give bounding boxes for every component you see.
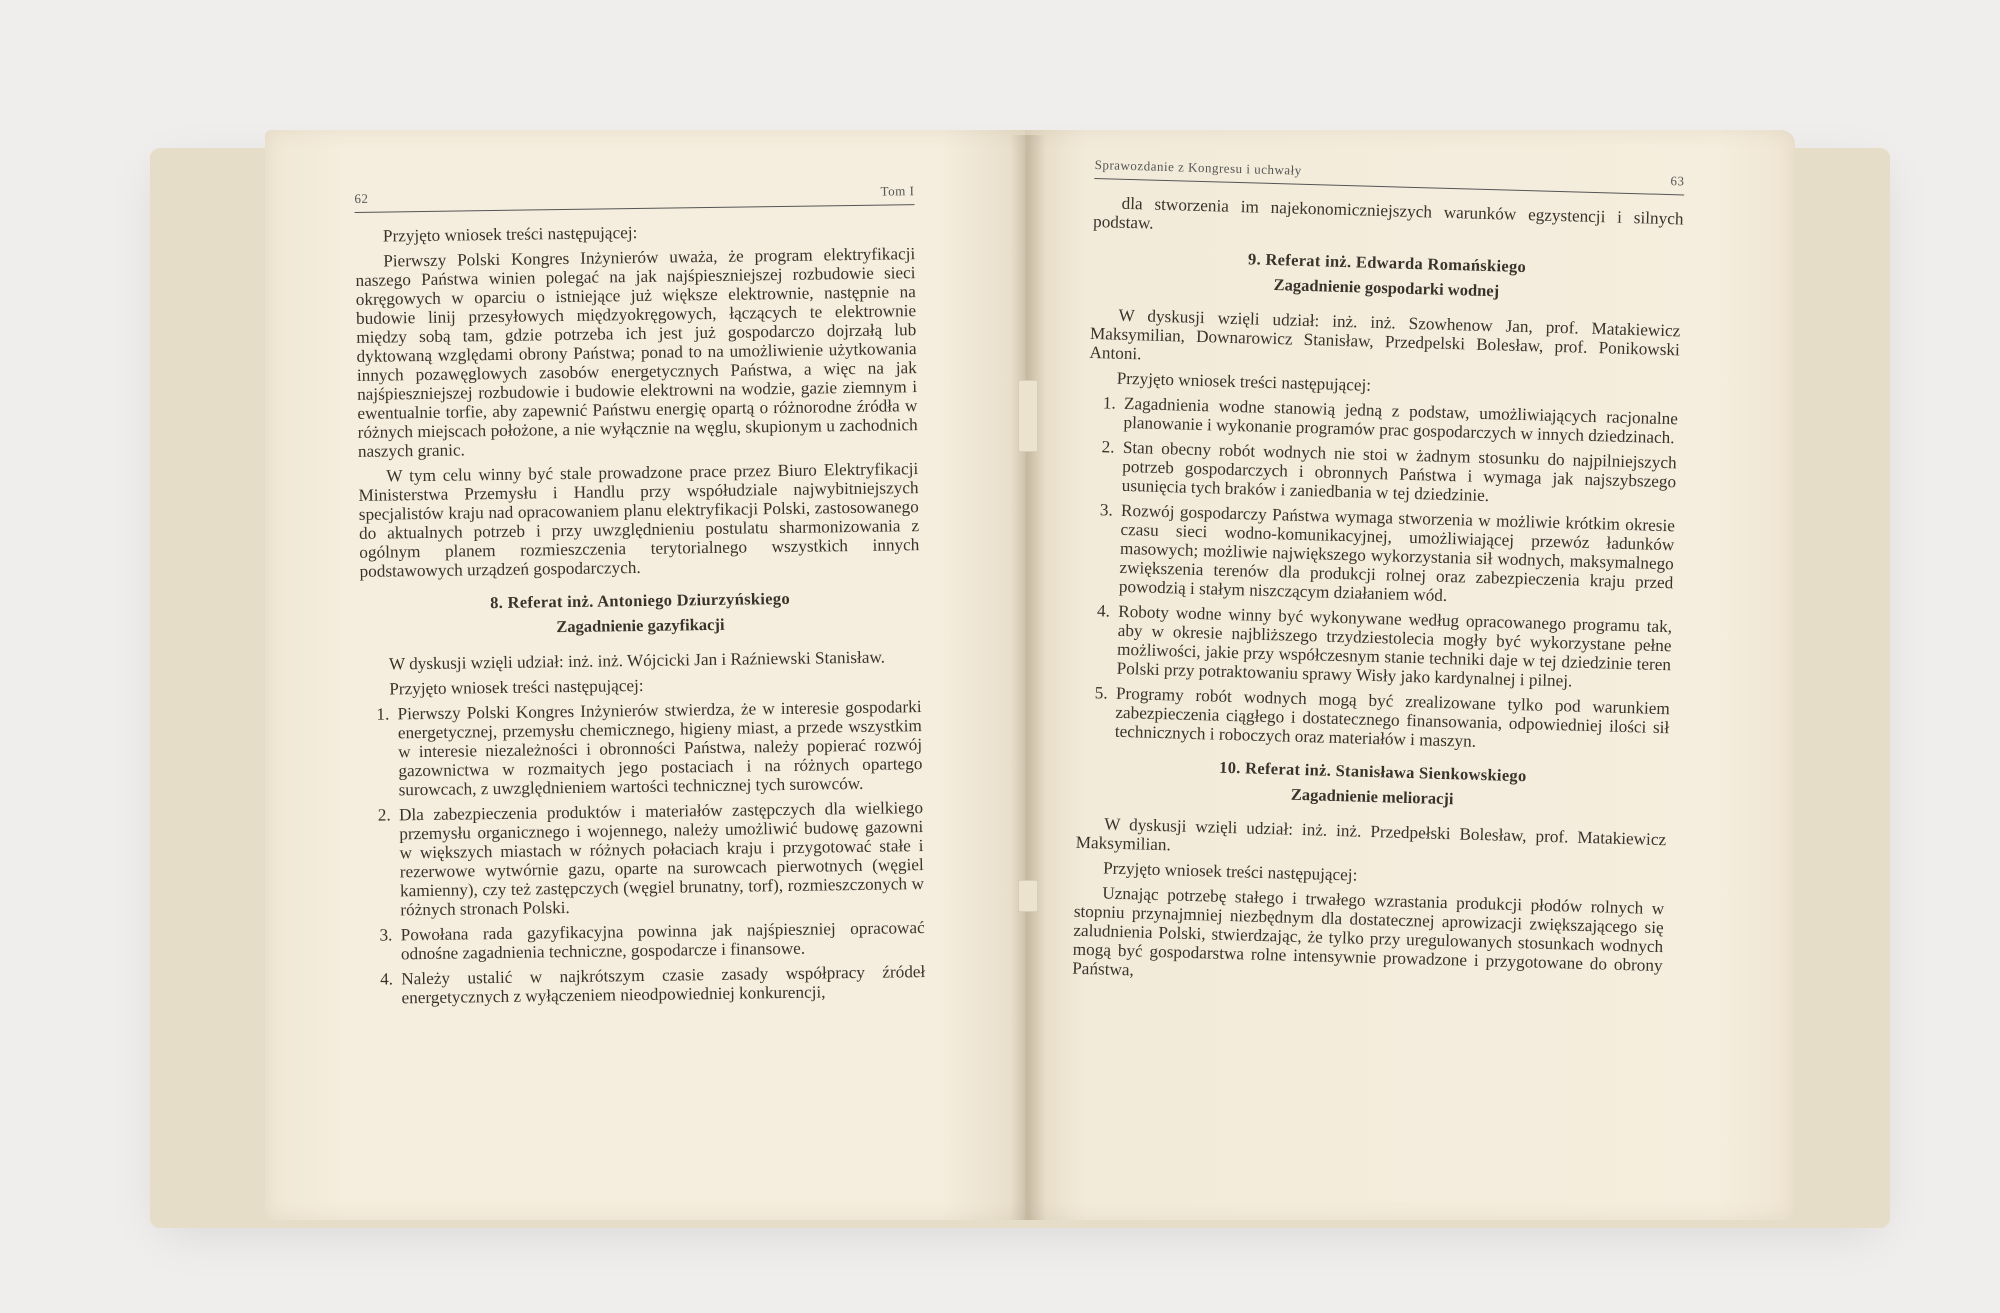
section-10-subtitle: Zagadnienie melioracji	[1290, 784, 1454, 809]
right-page-text	[1072, 155, 1685, 1000]
left-page	[265, 130, 1035, 1220]
list-item: 4. Roboty wodne winny być wykonywane według opracowanego programu tak, aby w okresie najbliższego trzydziestolecia mogły być wykorzystane pełne możliwości, jakie przy współczesnym stanie techniki daje w tej dziedzinie teren Polski przy potraktowaniu sprawy Wisły jako kardynalnej i pilnej.	[1112, 602, 1672, 694]
left-intro: Przyjęto wniosek treści następującej:	[382, 223, 638, 246]
section-9-subtitle: Zagadnienie gospodarki wodnej	[1273, 275, 1500, 301]
list-item: 3. Powołana rada gazyfikacyjna powinna jak najśpieszniej opracować odnośne zagadnienia techniczne, gospodarcze i finansowe.	[397, 918, 925, 963]
list-item: 3. Rozwój gospodarczy Państwa wymaga stworzenia w możliwie krótkim okresie czasu sieci wodno-komunikacyjnej, umożliwiającej przewóz ładunków masowych; możliwie największego wykorzystania sił wodnych, maksymalnego zwiększenia terenów dla produkcji rolnej oraz zabezpieczenia kraju przed powodzią i stałym niszczącym działaniem wód.	[1115, 501, 1675, 612]
section-10-title: 10. Referat inż. Stanisława Sienkowskiego	[1218, 757, 1527, 786]
section-8-discussion: W dyskusji wzięli udział: inż. inż. Wójcicki Jan i Raźniewski Stanisław.	[388, 647, 886, 674]
right-running-head	[1094, 155, 1684, 195]
section-9-title: 9. Referat inż. Edwarda Romańskiego	[1247, 249, 1527, 277]
left-page-text	[354, 181, 925, 1014]
list-item: 1. Pierwszy Polski Kongres Inżynierów stwierdza, że w interesie gospodarki energetycznej, przemysłu chemicznego, higieny miast, a przede wszystkim w interesie niezależności i obronności Państwa, należy popierać rozwój gazownictwa w rozmaitych jego postaciach i na różnych opartego surowcach, z uwzględnieniem wartości technicznej tych surowców.	[393, 697, 922, 799]
section-10-intro: Przyjęto wniosek treści następującej:	[1102, 858, 1358, 885]
left-running-head	[354, 181, 914, 213]
left-page-number: 62	[354, 190, 369, 206]
right-page-number: 63	[1670, 173, 1685, 189]
list-item: 2. Stan obecny robót wodnych nie stoi w żadnym stosunku do najpilniejszych potrzeb gospodarczych i obronnych Państwa i wymaga jak najszybszego usunięcia tych braków i zaniedbania w tej dziedzinie.	[1118, 438, 1677, 511]
continuation-text: dla stworzenia im najekonomiczniejszych warunków egzystencji i silnych podstaw.	[1092, 193, 1684, 233]
section-10-discussion: W dyskusji wzięli udział: inż. inż. Przedpełski Bolesław, prof. Matakiewicz Maksymilian.	[1075, 814, 1667, 855]
section-8-intro: Przyjęto wniosek treści następującej:	[389, 675, 644, 699]
binding-thread	[1018, 880, 1038, 912]
list-item: 2. Dla zabezpieczenia produktów i materiałów zastępczych dla wielkiego przemysłu organicznego i wojennego, należy umożliwić budowę gazowni w większych miastach w różnych połaciach kraju i przygotować stałe i rezerwowe wytwórnie gazu, oparte na surowcach pierwotnych (węgiel kamienny), czy też zastępczych (węgiel brunatny, torf), rozmieszczonych w różnych stronach Polski.	[395, 798, 925, 919]
left-paragraph: Pierwszy Polski Kongres Inżynierów uważa, że program elektryfikacji naszego Państwa winien polegać na jak najśpieszniejszej rozbudowie sieci okręgowych w oparciu o istniejące już większe elektrownie, następnie na budowie linij przesyłowych międzyokręgowych, łączących te elektrownie między sobą tam, gdzie potrzeba ich jest już gospodarczo dojrzałą lub dyktowaną względami obrony Państwa; ponad to na umożliwienie użytkowania innych pozawęglowych zasobów energetycznych Państwa, a więc na jak najśpieszniejszej rozbudowie i budowie elektrowni na wodzie, gazie ziemnym i ewentualnie torfie, aby zapewnić Państwu energię opartą o różnorodne źródła w różnych miejscach położone, a nie wyłącznie na węglu, skupionym u zachodnich naszych granic.	[355, 244, 918, 461]
list-item: 4. Należy ustalić w najkrótszym czasie zasady współpracy źródeł energetycznych z wyłączeniem nieodpowiedniej konkurencji,	[397, 962, 925, 1007]
section-9-intro: Przyjęto wniosek treści następującej:	[1116, 368, 1372, 395]
left-paragraph: W tym celu winny być stale prowadzone prace przez Biuro Elektryfikacji Ministerstwa Przemysłu i Handlu przy współudziale najwybitniejszych specjalistów kraju nad opracowaniem planu elektryfikacji Polski, zastosowanego do aktualnych potrzeb i przy uwzględnieniu postulatu sharmonizowania z ogólnym planem rozmieszczenia terytorialnego wszystkich innych podstawowych urządzeń gospodarczych.	[358, 459, 920, 581]
left-running-title: Tom I	[880, 183, 915, 199]
list-item: 5. Programy robót wodnych mogą być zrealizowane tylko pod warunkiem zabezpieczenia ciągłego i dostatecznego finansowania, odpowiedniej ilości sił technicznych i roboczych oraz materiałów i maszyn.	[1111, 684, 1670, 757]
section-9-list	[1079, 393, 1678, 756]
section-9-discussion: W dyskusji wzięli udział: inż. inż. Szowhenow Jan, prof. Matakiewicz Maksymilian, Downarowicz Stanisław, Przedpelski Bolesław, prof. Ponikowski Antoni.	[1089, 305, 1681, 364]
section-8-subtitle: Zagadnienie gazyfikacji	[556, 614, 725, 637]
right-running-title: Sprawozdanie z Kongresu i uchwały	[1094, 156, 1302, 178]
section-10-text: Uznając potrzebę stałego i trwałego wzrastania produkcji płodów rolnych w stopniu przynajmniej niezbędnym dla dostatecznej aprowizacji zwiększającego się zaludnienia Polski, stwierdzając, że tylko przy uregulowanych stosunkach wodnych mogą być gospodarstwa rolne intensywnie prowadzone i przygotowane do obrony Państwa,	[1072, 883, 1665, 980]
list-item: 1. Zagadnienia wodne stanowią jedną z podstaw, umożliwiających racjonalne planowanie i wykonanie programów prac gospodarczych w innych dziedzinach.	[1119, 394, 1678, 448]
section-8-list	[361, 697, 925, 1008]
section-8-title: 8. Referat inż. Antoniego Dziurzyńskiego	[490, 588, 791, 613]
binding-thread	[1018, 380, 1038, 452]
book-gutter	[1010, 135, 1046, 1220]
right-page	[1025, 130, 1795, 1220]
